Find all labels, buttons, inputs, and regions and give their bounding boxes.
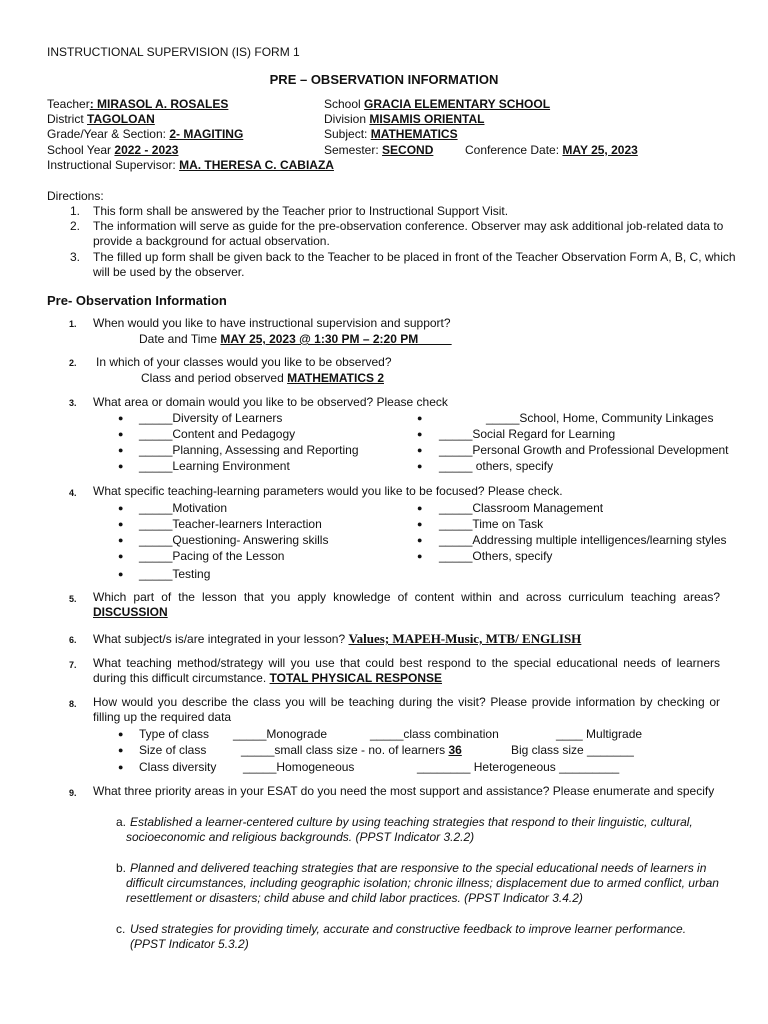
school-label: School: [324, 97, 361, 111]
subject-label: Subject:: [324, 127, 368, 141]
answer-line: [141, 371, 384, 385]
option-text: _____Personal Growth and Professional Development: [439, 443, 729, 457]
direction-text: This form shall be answered by the Teacher prior to Instructional Support Visit.: [93, 204, 509, 218]
question-text: When would you like to have instructional supervision and support?: [93, 316, 451, 330]
option-text: _____Social Regard for Learning: [439, 427, 616, 441]
supervisor-field: [47, 158, 334, 172]
division-label: Division: [324, 112, 367, 126]
bullet-icon: ●: [118, 519, 124, 529]
bullet-icon: ●: [118, 762, 124, 772]
direction-number: 3.: [70, 250, 81, 264]
bullet-icon: ●: [118, 551, 124, 561]
option-text: _____Motivation: [139, 501, 228, 515]
option-text: _____Monograde: [233, 727, 328, 741]
option-text: ____ Multigrade: [556, 727, 643, 741]
question-number: 7.: [69, 660, 77, 670]
bullet-icon: ●: [118, 413, 124, 423]
bullet-icon: ●: [417, 503, 423, 513]
schoolyear-label: School Year: [47, 143, 112, 157]
subject-value: MATHEMATICS: [370, 127, 458, 141]
priority-text: resettlement or disasters; child abuse and child labor practices. (PPST Indicator 3.4.2): [126, 891, 583, 905]
teacher-field: [47, 97, 228, 111]
conference-label: Conference Date:: [465, 143, 560, 157]
question-text: [93, 632, 581, 646]
bullet-icon: ●: [417, 519, 423, 529]
section-title: Pre- Observation Information: [47, 293, 227, 308]
schoolyear-value: 2022 - 2023: [114, 143, 179, 157]
conference-value: MAY 25, 2023: [562, 143, 638, 157]
question-text: In which of your classes would you like to be observed?: [96, 355, 392, 369]
priority-text: difficult circumstances, including geographic isolation; chronic illness; displacement due to armed conflict, urban: [126, 876, 719, 890]
priority-text: Used strategies for providing timely, accurate and constructive feedback to improve learner performance.: [130, 922, 687, 936]
learners-count: 36: [448, 743, 462, 757]
question-number: 1.: [69, 319, 77, 329]
question-number: 8.: [69, 699, 77, 709]
question-text: What specific teaching-learning parameters would you like to be focused? Please check.: [93, 484, 563, 498]
option-text: _____Others, specify: [439, 549, 553, 563]
district-value: TAGOLOAN: [87, 112, 155, 126]
question-text: [93, 656, 720, 686]
bullet-icon: ●: [118, 503, 124, 513]
schoolyear-field: [47, 143, 178, 157]
option-text: _____Content and Pedagogy: [139, 427, 296, 441]
question-number: 6.: [69, 635, 77, 645]
bullet-icon: ●: [417, 413, 423, 423]
division-value: MISAMIS ORIENTAL: [369, 112, 485, 126]
option-text: Big class size _______: [511, 743, 634, 757]
school-value: GRACIA ELEMENTARY SCHOOL: [364, 97, 551, 111]
direction-text: will be used by the observer.: [93, 265, 245, 279]
option-text: _____Addressing multiple intelligences/learning styles: [439, 533, 727, 547]
grade-field: [47, 127, 243, 141]
direction-text: provide a background for actual observation.: [93, 234, 330, 248]
answer-value: Values; MAPEH-Music, MTB/ ENGLISH: [348, 631, 582, 646]
semester-field: [324, 143, 433, 157]
option-text: _____Teacher-learners Interaction: [139, 517, 322, 531]
direction-number: 1.: [70, 204, 81, 218]
option-text: _____Learning Environment: [139, 459, 290, 473]
question-number: 9.: [69, 788, 77, 798]
direction-text: The filled up form shall be given back to the Teacher to be placed in front of the Teacher Observation Form A, B, C, which: [93, 250, 736, 264]
answer-label: Date and Time: [139, 332, 218, 346]
question-text: What area or domain would you like to be observed? Please check: [93, 395, 448, 409]
answer-value: TOTAL PHYSICAL RESPONSE: [269, 671, 443, 685]
conference-field: [465, 143, 638, 157]
question-body: Which part of the lesson that you apply knowledge of content within and across curriculum teaching areas?: [93, 590, 720, 604]
supervisor-label: Instructional Supervisor:: [47, 158, 176, 172]
subject-field: [324, 127, 458, 141]
class-type-label: Type of class: [139, 727, 210, 741]
option-text: _____Classroom Management: [439, 501, 604, 515]
priority-text: (PPST Indicator 5.3.2): [130, 937, 249, 951]
school-field: [324, 97, 550, 111]
teacher-value: : MIRASOL A. ROSALES: [89, 97, 229, 111]
question-text: What three priority areas in your ESAT do you need the most support and assistance? Please enumerate and specify: [93, 784, 715, 798]
bullet-icon: ●: [118, 569, 124, 579]
directions-label: Directions:: [47, 189, 104, 203]
answer-label: Class and period observed: [141, 371, 284, 385]
option-text: _____Pacing of the Lesson: [139, 549, 285, 563]
answer-line: [139, 332, 452, 346]
supervisor-value: MA. THERESA C. CABIAZA: [179, 158, 334, 172]
question-number: 4.: [69, 488, 77, 498]
question-number: 2.: [69, 358, 77, 368]
option-text: _____Homogeneous: [243, 760, 355, 774]
direction-text: The information will serve as guide for the pre-observation conference. Observer may ask additional job-related data to: [93, 219, 724, 233]
class-size-label: Size of class: [139, 743, 207, 757]
question-number: 5.: [69, 594, 77, 604]
option-text: _____Diversity of Learners: [139, 411, 283, 425]
grade-label: Grade/Year & Section:: [47, 127, 166, 141]
bullet-icon: ●: [118, 461, 124, 471]
option-text: ________ Heterogeneous _________: [417, 760, 620, 774]
option-text: _____Planning, Assessing and Reporting: [139, 443, 359, 457]
question-body: What subject/s is/are integrated in your lesson?: [93, 632, 346, 646]
district-field: [47, 112, 155, 126]
form-title: INSTRUCTIONAL SUPERVISION (IS) FORM 1: [47, 45, 300, 59]
option-text: _____Questioning- Answering skills: [139, 533, 329, 547]
option-text: _____class combination: [370, 727, 499, 741]
semester-value: SECOND: [382, 143, 434, 157]
question-body: What teaching method/strategy will you use that could best respond to the special educational needs of learners during this difficult circumstance.: [93, 656, 720, 685]
question-text: How would you describe the class you will be teaching during the visit? Please provide information by checking or filling up the required data: [93, 695, 720, 724]
bullet-icon: ●: [118, 429, 124, 439]
bullet-icon: ●: [118, 535, 124, 545]
bullet-icon: ●: [118, 729, 124, 739]
priority-letter: b.: [116, 861, 127, 875]
option-text: _____School, Home, Community Linkages: [486, 411, 714, 425]
bullet-icon: ●: [417, 429, 423, 439]
answer-value: MAY 25, 2023 @ 1:30 PM – 2:20 PM_____: [220, 332, 452, 346]
option-label: _____small class size - no. of learners: [241, 743, 446, 757]
bullet-icon: ●: [417, 445, 423, 455]
priority-letter: c.: [116, 922, 126, 936]
bullet-icon: ●: [118, 745, 124, 755]
page-heading: PRE – OBSERVATION INFORMATION: [269, 72, 499, 87]
priority-text: Established a learner-centered culture by using teaching strategies that respond to their linguistic, cultural,: [130, 815, 693, 829]
division-field: [324, 112, 484, 126]
option-text: _____Testing: [139, 567, 211, 581]
bullet-icon: ●: [417, 535, 423, 545]
option-text: _____ others, specify: [439, 459, 554, 473]
teacher-label: Teacher: [47, 97, 90, 111]
district-label: District: [47, 112, 84, 126]
bullet-icon: ●: [118, 445, 124, 455]
question-number: 3.: [69, 398, 77, 408]
answer-value: DISCUSSION: [93, 605, 168, 619]
question-text: [93, 590, 720, 620]
priority-letter: a.: [116, 815, 127, 829]
option-text: _____Time on Task: [439, 517, 544, 531]
direction-number: 2.: [70, 219, 81, 233]
priority-text: Planned and delivered teaching strategies that are responsive to the special educational needs of learners in: [130, 861, 707, 875]
grade-value: 2- MAGITING: [169, 127, 244, 141]
bullet-icon: ●: [417, 551, 423, 561]
answer-value: MATHEMATICS 2: [287, 371, 384, 385]
priority-text: socioeconomic and religious backgrounds. (PPST Indicator 3.2.2): [126, 830, 475, 844]
option-text: [241, 743, 470, 757]
semester-label: Semester:: [324, 143, 379, 157]
class-diversity-label: Class diversity: [139, 760, 217, 774]
bullet-icon: ●: [417, 461, 423, 471]
